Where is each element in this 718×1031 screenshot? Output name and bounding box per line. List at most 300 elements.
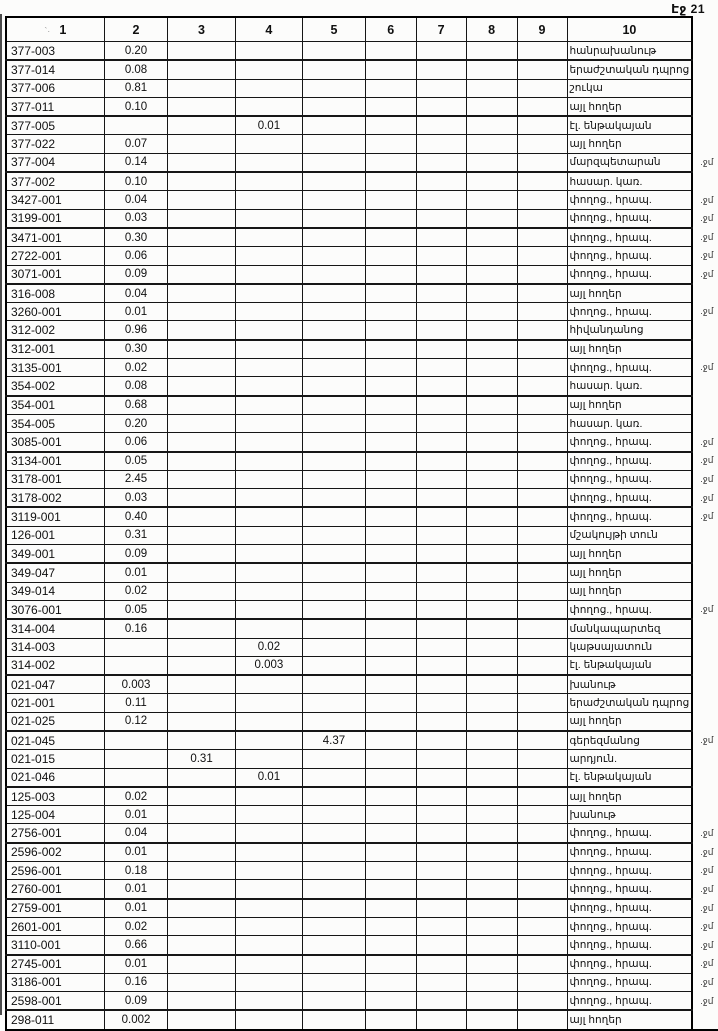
value-cell-c5 — [303, 116, 366, 135]
value-cell-c4 — [235, 731, 303, 750]
margin-note — [692, 60, 718, 79]
table-row — [6, 899, 718, 918]
value-cell-c5 — [303, 359, 366, 377]
value-cell-c6 — [365, 135, 416, 153]
value-cell-c6 — [365, 731, 416, 750]
value-cell-c7 — [416, 135, 466, 153]
value-cell-c7 — [416, 42, 466, 61]
margin-note — [692, 694, 718, 712]
land-use-cell: փողոց., հրապ. — [567, 824, 692, 843]
value-cell-c7 — [416, 526, 466, 544]
value-cell-c2 — [104, 750, 168, 768]
value-cell-c6 — [365, 563, 416, 582]
value-cell-c3 — [168, 563, 235, 582]
value-cell-c2: 0.96 — [104, 321, 168, 340]
value-cell-c6 — [365, 209, 416, 228]
column-header-9: 9 — [517, 17, 567, 42]
parcel-code-cell: 2598-001 — [6, 992, 104, 1011]
value-cell-c4 — [235, 992, 303, 1011]
land-use-cell: այլ հողեր — [567, 545, 692, 564]
value-cell-c7 — [416, 470, 466, 488]
table-row — [6, 731, 718, 750]
value-cell-c5 — [303, 396, 366, 415]
value-cell-c9 — [517, 507, 567, 526]
column-header-6: 6 — [365, 17, 416, 42]
value-cell-c7 — [416, 60, 466, 79]
parcel-code-cell: 312-001 — [6, 340, 104, 359]
value-cell-c2: 0.08 — [104, 60, 168, 79]
parcel-code-cell: 3178-001 — [6, 470, 104, 488]
value-cell-c4 — [235, 209, 303, 228]
land-use-cell: հասար. կառ. — [567, 414, 692, 432]
value-cell-c8 — [466, 526, 517, 544]
value-cell-c4 — [235, 153, 303, 172]
value-cell-c4 — [235, 750, 303, 768]
value-cell-c5 — [303, 79, 366, 97]
value-cell-c6 — [365, 470, 416, 488]
table-row — [6, 656, 718, 675]
value-cell-c2: 0.09 — [104, 545, 168, 564]
value-cell-c7 — [416, 992, 466, 1011]
value-cell-c6 — [365, 638, 416, 656]
parcel-code-cell: 021-015 — [6, 750, 104, 768]
land-use-cell: հանրախանութ — [567, 42, 692, 61]
value-cell-c5 — [303, 265, 366, 284]
value-cell-c2: 0.16 — [104, 619, 168, 638]
value-cell-c8 — [466, 787, 517, 806]
value-cell-c4 — [235, 1010, 303, 1029]
value-cell-c9 — [517, 228, 567, 247]
land-use-cell: այլ հողեր — [567, 563, 692, 582]
value-cell-c8 — [466, 452, 517, 471]
land-use-cell: այլ հողեր — [567, 97, 692, 116]
value-cell-c7 — [416, 153, 466, 172]
value-cell-c2: 0.04 — [104, 824, 168, 843]
table-row — [6, 359, 718, 377]
value-cell-c5 — [303, 936, 366, 955]
value-cell-c4 — [235, 97, 303, 116]
value-cell-c2 — [104, 638, 168, 656]
value-cell-c3 — [168, 191, 235, 209]
value-cell-c9 — [517, 880, 567, 899]
value-cell-c8 — [466, 824, 517, 843]
value-cell-c8 — [466, 489, 517, 508]
column-header-3: 3 — [168, 17, 235, 42]
margin-note — [692, 526, 718, 544]
value-cell-c3 — [168, 228, 235, 247]
value-cell-c6 — [365, 265, 416, 284]
value-cell-c2: 0.03 — [104, 209, 168, 228]
value-cell-c9 — [517, 526, 567, 544]
value-cell-c3 — [168, 712, 235, 731]
margin-note — [692, 656, 718, 675]
value-cell-c7 — [416, 582, 466, 600]
value-cell-c7 — [416, 191, 466, 209]
value-cell-c2: 0.003 — [104, 675, 168, 694]
value-cell-c4 — [235, 247, 303, 265]
value-cell-c4 — [235, 60, 303, 79]
value-cell-c5 — [303, 526, 366, 544]
value-cell-c9 — [517, 377, 567, 396]
table-row — [6, 116, 718, 135]
table-row — [6, 526, 718, 544]
value-cell-c6 — [365, 582, 416, 600]
value-cell-c7 — [416, 1010, 466, 1029]
value-cell-c3 — [168, 806, 235, 824]
parcel-code-cell: 3076-001 — [6, 600, 104, 619]
table-row — [6, 396, 718, 415]
parcel-code-cell: 2601-001 — [6, 917, 104, 935]
table-row — [6, 321, 718, 340]
value-cell-c5 — [303, 582, 366, 600]
margin-note: .ջմ — [700, 362, 714, 373]
value-cell-c8 — [466, 545, 517, 564]
value-cell-c6 — [365, 768, 416, 787]
value-cell-c3 — [168, 936, 235, 955]
margin-note: .ջմ — [700, 455, 714, 466]
value-cell-c2: 0.68 — [104, 396, 168, 415]
value-cell-c8 — [466, 656, 517, 675]
land-use-cell: երաժշտական դպրոց — [567, 694, 692, 712]
value-cell-c2: 0.05 — [104, 600, 168, 619]
value-cell-c7 — [416, 694, 466, 712]
value-cell-c6 — [365, 824, 416, 843]
value-cell-c8 — [466, 414, 517, 432]
column-header-4: 4 — [235, 17, 303, 42]
value-cell-c8 — [466, 750, 517, 768]
margin-note — [692, 135, 718, 153]
table-row — [6, 936, 718, 955]
value-cell-c4 — [235, 917, 303, 935]
value-cell-c5 — [303, 843, 366, 862]
table-row — [6, 228, 718, 247]
value-cell-c7 — [416, 843, 466, 862]
value-cell-c3 — [168, 60, 235, 79]
value-cell-c7 — [416, 619, 466, 638]
land-use-cell: փողոց., հրապ. — [567, 917, 692, 935]
value-cell-c9 — [517, 862, 567, 880]
value-cell-c2: 0.20 — [104, 42, 168, 61]
value-cell-c3 — [168, 452, 235, 471]
value-cell-c7 — [416, 452, 466, 471]
margin-note: .ջմ — [700, 157, 714, 168]
value-cell-c8 — [466, 507, 517, 526]
value-cell-c6 — [365, 79, 416, 97]
table-row — [6, 843, 718, 862]
value-cell-c6 — [365, 712, 416, 731]
land-use-cell: շուկա — [567, 79, 692, 97]
value-cell-c8 — [466, 191, 517, 209]
value-cell-c2: 0.02 — [104, 917, 168, 935]
parcel-code-cell: 021-025 — [6, 712, 104, 731]
parcel-code-cell: 3260-001 — [6, 303, 104, 321]
scan-edge-artifact — [0, 14, 2, 1015]
value-cell-c2: 0.01 — [104, 806, 168, 824]
value-cell-c6 — [365, 750, 416, 768]
value-cell-c6 — [365, 806, 416, 824]
value-cell-c6 — [365, 228, 416, 247]
land-use-cell: փողոց., հրապ. — [567, 359, 692, 377]
value-cell-c3 — [168, 768, 235, 787]
table-row — [6, 694, 718, 712]
margin-note: .ջմ — [700, 827, 714, 838]
value-cell-c3 — [168, 79, 235, 97]
margin-note — [692, 768, 718, 787]
value-cell-c3 — [168, 265, 235, 284]
land-use-cell: փողոց., հրապ. — [567, 452, 692, 471]
value-cell-c3 — [168, 973, 235, 991]
value-cell-c4 — [235, 806, 303, 824]
value-cell-c6 — [365, 396, 416, 415]
value-cell-c5 — [303, 452, 366, 471]
land-use-cell: այլ հողեր — [567, 1010, 692, 1029]
value-cell-c4 — [235, 582, 303, 600]
value-cell-c3 — [168, 600, 235, 619]
value-cell-c6 — [365, 284, 416, 303]
value-cell-c9 — [517, 265, 567, 284]
value-cell-c9 — [517, 470, 567, 488]
value-cell-c3 — [168, 862, 235, 880]
value-cell-c6 — [365, 489, 416, 508]
value-cell-c4 — [235, 563, 303, 582]
value-cell-c3 — [168, 656, 235, 675]
land-use-cell: էլ. ենթակայան — [567, 656, 692, 675]
value-cell-c5 — [303, 340, 366, 359]
parcel-code-cell: 3427-001 — [6, 191, 104, 209]
value-cell-c6 — [365, 619, 416, 638]
value-cell-c3 — [168, 899, 235, 918]
value-cell-c2: 0.31 — [104, 526, 168, 544]
value-cell-c3 — [168, 638, 235, 656]
value-cell-c8 — [466, 955, 517, 974]
value-cell-c7 — [416, 824, 466, 843]
value-cell-c6 — [365, 42, 416, 61]
column-header-10: 10 — [567, 17, 692, 42]
value-cell-c4 — [235, 619, 303, 638]
value-cell-c5 — [303, 656, 366, 675]
table-row — [6, 675, 718, 694]
value-cell-c8 — [466, 135, 517, 153]
column-header-5: 5 — [303, 17, 366, 42]
value-cell-c5 — [303, 899, 366, 918]
land-use-cell: փողոց., հրապ. — [567, 209, 692, 228]
table-row — [6, 191, 718, 209]
value-cell-c4 — [235, 694, 303, 712]
value-cell-c3 — [168, 377, 235, 396]
table-row — [6, 303, 718, 321]
value-cell-c9 — [517, 209, 567, 228]
parcel-code-cell: 354-001 — [6, 396, 104, 415]
value-cell-c4 — [235, 973, 303, 991]
value-cell-c5 — [303, 750, 366, 768]
value-cell-c6 — [365, 340, 416, 359]
value-cell-c5 — [303, 917, 366, 935]
margin-note — [692, 377, 718, 396]
value-cell-c7 — [416, 433, 466, 452]
land-use-cell: փողոց., հրապ. — [567, 247, 692, 265]
value-cell-c3 — [168, 97, 235, 116]
value-cell-c4 — [235, 955, 303, 974]
value-cell-c8 — [466, 79, 517, 97]
value-cell-c7 — [416, 750, 466, 768]
value-cell-c2: 0.01 — [104, 843, 168, 862]
value-cell-c3 — [168, 582, 235, 600]
parcel-code-cell: 3471-001 — [6, 228, 104, 247]
margin-note: .ջմ — [700, 268, 714, 279]
margin-note — [692, 806, 718, 824]
value-cell-c4 — [235, 899, 303, 918]
value-cell-c9 — [517, 396, 567, 415]
value-cell-c8 — [466, 60, 517, 79]
table-row — [6, 1010, 718, 1029]
margin-note: .ջմ — [700, 473, 714, 484]
value-cell-c9 — [517, 936, 567, 955]
value-cell-c6 — [365, 359, 416, 377]
parcel-code-cell: 3119-001 — [6, 507, 104, 526]
value-cell-c8 — [466, 731, 517, 750]
land-use-cell: փողոց., հրապ. — [567, 992, 692, 1011]
value-cell-c6 — [365, 377, 416, 396]
value-cell-c3 — [168, 694, 235, 712]
value-cell-c4: 0.003 — [235, 656, 303, 675]
value-cell-c6 — [365, 955, 416, 974]
value-cell-c4 — [235, 321, 303, 340]
value-cell-c7 — [416, 172, 466, 191]
parcel-code-cell: 2596-001 — [6, 862, 104, 880]
parcel-code-cell: 3178-002 — [6, 489, 104, 508]
value-cell-c7 — [416, 731, 466, 750]
table-row — [6, 247, 718, 265]
value-cell-c5 — [303, 209, 366, 228]
parcel-code-cell: 349-001 — [6, 545, 104, 564]
value-cell-c3 — [168, 880, 235, 899]
parcel-code-cell: 377-006 — [6, 79, 104, 97]
parcel-code-cell: 377-002 — [6, 172, 104, 191]
value-cell-c2: 0.06 — [104, 247, 168, 265]
value-cell-c4 — [235, 452, 303, 471]
table-row — [6, 377, 718, 396]
land-use-cell: հիվանդանոց — [567, 321, 692, 340]
table-row — [6, 60, 718, 79]
parcel-code-cell: 2760-001 — [6, 880, 104, 899]
value-cell-c5 — [303, 862, 366, 880]
land-use-cell: փողոց., հրապ. — [567, 228, 692, 247]
parcel-code-cell: 2722-001 — [6, 247, 104, 265]
value-cell-c7 — [416, 209, 466, 228]
table-row — [6, 97, 718, 116]
value-cell-c4 — [235, 675, 303, 694]
parcel-code-cell: 354-005 — [6, 414, 104, 432]
value-cell-c6 — [365, 936, 416, 955]
table-row — [6, 209, 718, 228]
value-cell-c8 — [466, 97, 517, 116]
value-cell-c2: 0.30 — [104, 340, 168, 359]
value-cell-c2: 0.01 — [104, 880, 168, 899]
value-cell-c4 — [235, 936, 303, 955]
land-use-cell: փողոց., հրապ. — [567, 303, 692, 321]
parcel-code-cell: 377-005 — [6, 116, 104, 135]
margin-column-spacer — [692, 17, 718, 42]
value-cell-c8 — [466, 265, 517, 284]
table-row — [6, 619, 718, 638]
value-cell-c7 — [416, 656, 466, 675]
value-cell-c9 — [517, 619, 567, 638]
value-cell-c8 — [466, 470, 517, 488]
value-cell-c6 — [365, 116, 416, 135]
value-cell-c2: 0.81 — [104, 79, 168, 97]
parcel-code-cell: 377-011 — [6, 97, 104, 116]
value-cell-c7 — [416, 79, 466, 97]
value-cell-c3 — [168, 992, 235, 1011]
value-cell-c9 — [517, 824, 567, 843]
value-cell-c9 — [517, 414, 567, 432]
table-row — [6, 750, 718, 768]
value-cell-c4 — [235, 880, 303, 899]
value-cell-c3 — [168, 340, 235, 359]
margin-note: .ջմ — [700, 883, 714, 894]
value-cell-c8 — [466, 284, 517, 303]
value-cell-c8 — [466, 806, 517, 824]
value-cell-c9 — [517, 563, 567, 582]
value-cell-c7 — [416, 247, 466, 265]
margin-note: .ջմ — [700, 734, 714, 745]
value-cell-c9 — [517, 340, 567, 359]
table-row — [6, 600, 718, 619]
value-cell-c2: 0.10 — [104, 97, 168, 116]
land-use-cell: հասար. կառ. — [567, 172, 692, 191]
land-use-cell: փողոց., հրապ. — [567, 843, 692, 862]
value-cell-c9 — [517, 321, 567, 340]
land-use-cell: երաժշտական դպրոց — [567, 60, 692, 79]
value-cell-c4 — [235, 526, 303, 544]
value-cell-c8 — [466, 209, 517, 228]
value-cell-c6 — [365, 153, 416, 172]
margin-note: .ջմ — [700, 194, 714, 205]
value-cell-c3 — [168, 619, 235, 638]
land-use-cell: կաթսայատուն — [567, 638, 692, 656]
value-cell-c9 — [517, 787, 567, 806]
margin-note: .ջմ — [700, 958, 714, 969]
value-cell-c4 — [235, 862, 303, 880]
value-cell-c3 — [168, 42, 235, 61]
margin-note — [692, 414, 718, 432]
value-cell-c8 — [466, 303, 517, 321]
value-cell-c7 — [416, 973, 466, 991]
value-cell-c4 — [235, 787, 303, 806]
value-cell-c8 — [466, 228, 517, 247]
value-cell-c5 — [303, 600, 366, 619]
value-cell-c5 — [303, 414, 366, 432]
value-cell-c6 — [365, 191, 416, 209]
value-cell-c4 — [235, 507, 303, 526]
value-cell-c8 — [466, 116, 517, 135]
value-cell-c9 — [517, 806, 567, 824]
value-cell-c6 — [365, 973, 416, 991]
table-row — [6, 284, 718, 303]
table-row — [6, 638, 718, 656]
value-cell-c2: 0.02 — [104, 359, 168, 377]
value-cell-c8 — [466, 600, 517, 619]
value-cell-c7 — [416, 787, 466, 806]
value-cell-c3 — [168, 284, 235, 303]
value-cell-c4 — [235, 359, 303, 377]
land-use-cell: փողոց., հրապ. — [567, 265, 692, 284]
value-cell-c7 — [416, 806, 466, 824]
value-cell-c4 — [235, 135, 303, 153]
value-cell-c3 — [168, 507, 235, 526]
value-cell-c9 — [517, 694, 567, 712]
value-cell-c6 — [365, 862, 416, 880]
